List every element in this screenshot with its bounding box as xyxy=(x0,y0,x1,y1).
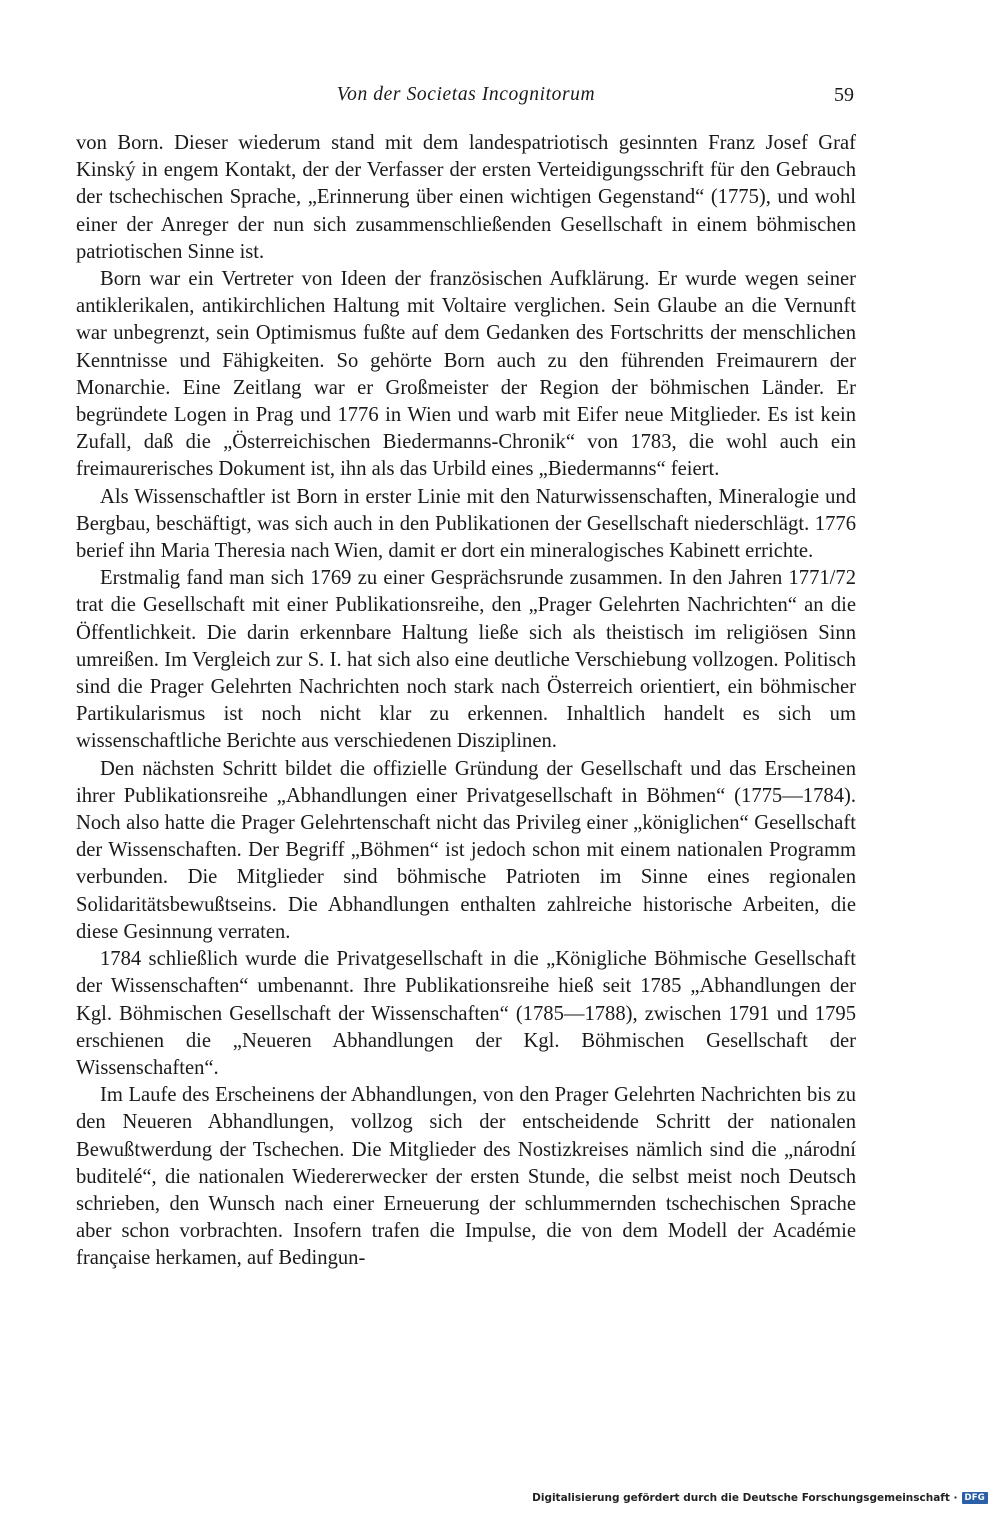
paragraph-3: Als Wissenschaftler ist Born in erster Linie mit den Naturwissenschaften, Mineralogie und Bergbau, beschäftigt, was sich auch in den Publikationen der Gesellschaft niederschlägt. 1776 berief ihn Maria Theresia nach Wien, damit er dort ein mineralogisches Kabinett errichte. xyxy=(76,485,856,563)
paragraph-2: Born war ein Vertreter von Ideen der französischen Aufklärung. Er wurde wegen seiner antiklerikalen, antikirchlichen Haltung mit Voltaire verglichen. Sein Glaube an die Vernunft war unbegrenzt, sein Optimismus fußte auf dem Gedanken des Fortschritts der menschlichen Kenntnisse und Fähigkeiten. So gehörte Born auch zu den führenden Freimaurern der Monarchie. Eine Zeitlang war er Großmeister der Region der böhmischen Länder. Er begründete Logen in Prag und 1776 in Wien und warb mit Eifer neue Mitglieder. Es ist kein Zufall, daß die „Österreichischen Biedermanns-Chronik“ von 1783, die wohl auch ein freimaurerisches Dokument ist, ihn als das Urbild eines „Biedermanns“ feiert. xyxy=(76,268,856,481)
running-head xyxy=(76,84,856,114)
body-text xyxy=(76,130,856,1273)
paragraph-6: 1784 schließlich wurde die Privatgesellschaft in die „Königliche Böhmische Gesellschaft der Wissenschaften“ umbenannt. Ihre Publikationsreihe hieß seit 1785 „Abhandlungen der Kgl. Böhmischen Gesellschaft der Wissenschaften“ (1785—1788), zwischen 1791 und 1795 erschienen die „Neueren Abhandlungen der Kgl. Böhmischen Gesellschaft der Wissenschaften“. xyxy=(76,948,856,1079)
credit-text: Digitalisierung gefördert durch die Deutsche Forschungsgemeinschaft · xyxy=(532,1492,958,1504)
digitization-credit xyxy=(532,1488,988,1508)
paragraph-1: von Born. Dieser wiederum stand mit dem landespatriotisch gesinnten Franz Josef Graf Kinský in engem Kontakt, der der Verfasser der ersten Verteidigungsschrift für den Gebrauch der tschechischen Sprache, „Erinnerung über einen wichtigen Gegenstand“ (1775), und wohl einer der Anreger der nun sich zusammenschließenden Gesellschaft in einem böhmischen patriotischen Sinne ist. xyxy=(76,132,856,263)
running-title: Von der Societas Incognitorum xyxy=(336,84,596,105)
page-number: 59 xyxy=(834,84,854,106)
paragraph-7: Im Laufe des Erscheinens der Abhandlungen, von den Prager Gelehrten Nachrichten bis zu den Neueren Abhandlungen, vollzog sich der entscheidende Schritt der nationalen Bewußtwerdung der Tschechen. Die Mitglieder des Nostizkreises nämlich sind die „národní buditelé“, die nationalen Wiedererwecker der ersten Stunde, die selbst meist noch Deutsch schrieben, den Wunsch nach einer Erneuerung der schlummernden tschechischen Sprache aber schon vorbrachten. Insofern trafen die Impulse, die von dem Modell der Académie française herkamen, auf Bedingun- xyxy=(76,1084,856,1270)
paragraph-5: Den nächsten Schritt bildet die offizielle Gründung der Gesellschaft und das Erscheinen ihrer Publikationsreihe „Abhandlungen einer Privatgesellschaft in Böhmen“ (1775—1784). Noch also hatte die Prager Gelehrtenschaft nicht das Privileg einer „königlichen“ Gesellschaft der Wissenschaften. Der Begriff „Böhmen“ ist jedoch schon mit einem nationalen Programm verbunden. Die Mitglieder sind böhmische Patrioten im Sinne eines regionalen Solidaritätsbewußtseins. Die Abhandlungen enthalten zahlreiche historische Arbeiten, die diese Gesinnung verraten. xyxy=(76,757,856,943)
paragraph-4: Erstmalig fand man sich 1769 zu einer Gesprächsrunde zusammen. In den Jahren 1771/72 trat die Gesellschaft mit einer Publikationsreihe, den „Prager Gelehrten Nachrichten“ an die Öffentlichkeit. Die darin erkennbare Haltung ließe sich als theistisch im religiösen Sinn umreißen. Im Vergleich zur S. I. hat sich also eine deutliche Verschiebung vollzogen. Politisch sind die Prager Gelehrten Nachrichten noch stark nach Österreich orientiert, ein böhmischer Partikularismus ist noch nicht klar zu erkennen. Inhaltlich handelt es sich um wissenschaftliche Berichte aus verschiedenen Disziplinen. xyxy=(76,567,856,753)
dfg-logo-icon: DFG xyxy=(962,1492,988,1504)
